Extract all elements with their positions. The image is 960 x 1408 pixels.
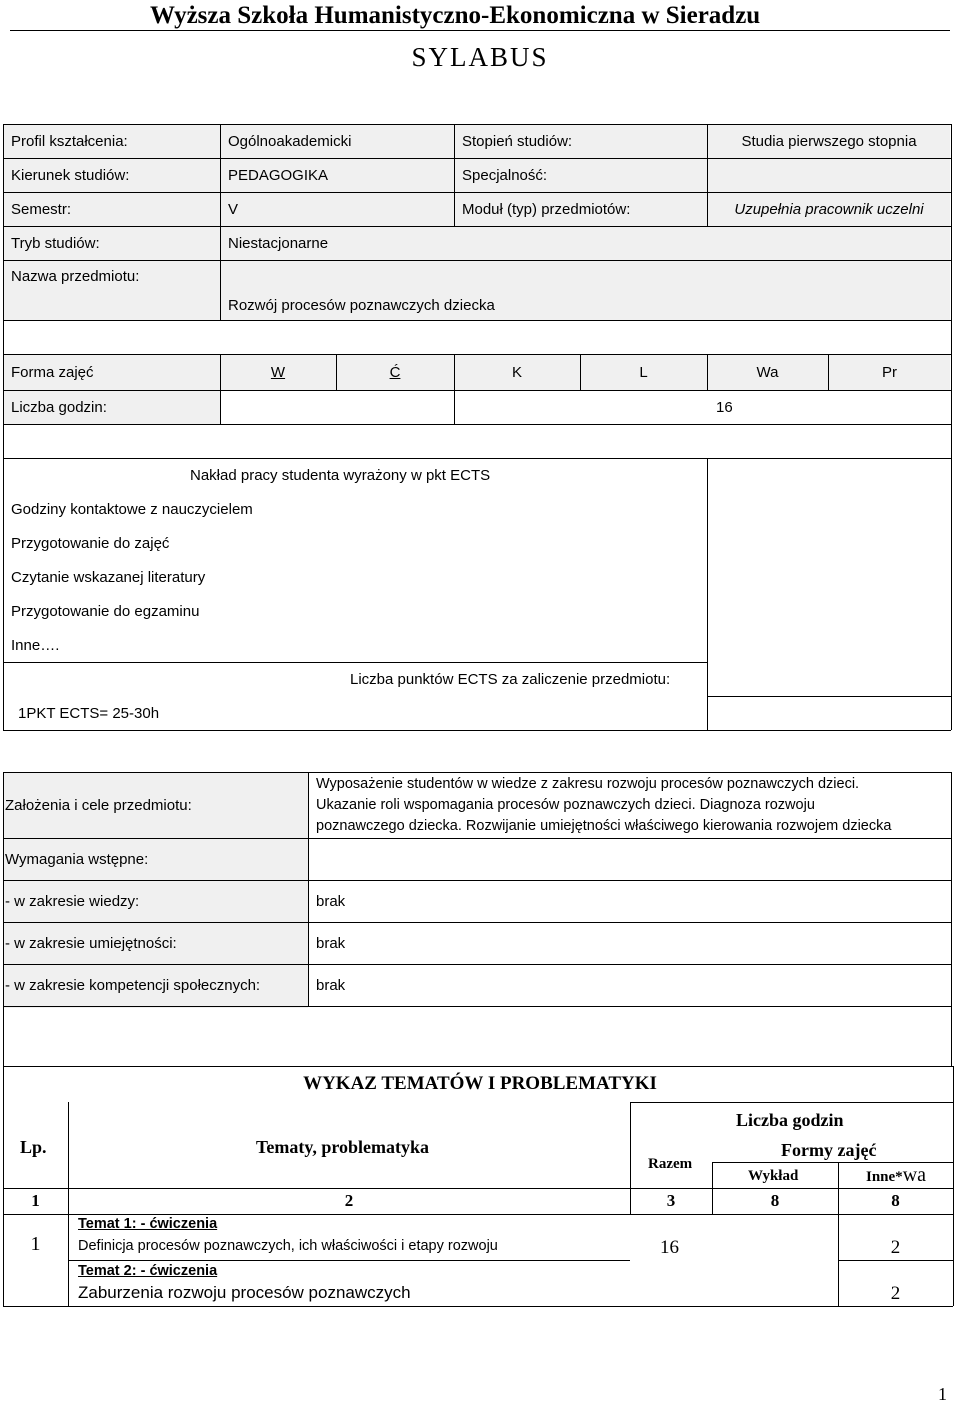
hours-value: 16 — [716, 398, 733, 416]
subject-value: Rozwój procesów poznawczych dziecka — [228, 296, 495, 314]
subject-label: Nazwa przedmiotu: — [11, 267, 140, 285]
hours-label: Liczba godzin: — [11, 398, 107, 416]
form-type-k: K — [511, 363, 522, 381]
req-skills-value: brak — [316, 934, 346, 952]
header-rule — [10, 30, 950, 31]
specialty-value — [707, 158, 951, 192]
semester-label: Semestr: — [11, 200, 72, 218]
specialty-label: Specjalność: — [462, 166, 548, 184]
col-number-2: 2 — [344, 1191, 354, 1210]
col-number-8b: 8 — [891, 1191, 900, 1210]
req-knowledge-value: brak — [316, 892, 346, 910]
topics-title: WYKAZ TEMATÓW I PROBLEMATYKI — [303, 1073, 657, 1094]
goals-label: Założenia i cele przedmiotu: — [5, 796, 192, 814]
document-title: SYLABUS — [411, 42, 549, 72]
col-lp: Lp. — [20, 1137, 47, 1157]
module-value: Uzupełnia pracownik uczelni — [734, 200, 924, 218]
goals-text — [316, 774, 950, 837]
forms-label: Forma zajęć — [11, 363, 94, 381]
topic-2-desc: Zaburzenia rozwoju procesów poznawczych — [78, 1283, 411, 1302]
col-number-3: 3 — [666, 1191, 676, 1210]
page-number: 1 — [938, 1384, 947, 1404]
row-other-hours: 2 — [890, 1237, 901, 1258]
profile-label: Profil kształcenia: — [11, 132, 128, 150]
mode-value: Niestacjonarne — [228, 234, 329, 252]
topic-2-title: Temat 2: - ćwiczenia — [78, 1263, 218, 1279]
req-knowledge-label: - w zakresie wiedzy: — [5, 892, 140, 910]
ects-item-contact-hours: Godziny kontaktowe z nauczycielem — [11, 500, 253, 518]
col-lecture: Wykład — [748, 1168, 799, 1184]
field-label: Kierunek studiów: — [11, 166, 130, 184]
col-forms: Formy zajęć — [781, 1140, 877, 1160]
col-hours: Liczba godzin — [736, 1110, 844, 1130]
goals-line: poznawczego dziecka. Rozwijanie umiejętności właściwego kierowania rozwojem dziecka — [316, 818, 892, 834]
req-social-value: brak — [316, 976, 346, 994]
row-total-hours: 16 — [660, 1237, 679, 1258]
ects-item-other: Inne…. — [11, 636, 60, 654]
col-number-1: 1 — [31, 1191, 40, 1210]
col-other — [866, 1164, 926, 1187]
degree-label: Stopień studiów: — [462, 132, 573, 150]
goals-line: Ukazanie roli wspomagania procesów poznawczych dzieci. Diagnoza rozwoju — [316, 797, 815, 813]
form-type-c: Ć — [389, 363, 401, 381]
form-type-w: W — [270, 363, 286, 381]
field-value: PEDAGOGIKA — [228, 166, 329, 184]
col-total: Razem — [648, 1156, 693, 1172]
mode-label: Tryb studiów: — [11, 234, 100, 252]
ects-item-class-prep: Przygotowanie do zajęć — [11, 534, 170, 552]
ects-note: 1PKT ECTS= 25-30h — [18, 704, 160, 722]
form-type-l: L — [639, 363, 648, 381]
degree-value: Studia pierwszego stopnia — [741, 132, 917, 150]
ects-item-reading: Czytanie wskazanej literatury — [11, 568, 206, 586]
req-skills-label: - w zakresie umiejętności: — [5, 934, 177, 952]
semester-value: V — [228, 200, 239, 218]
profile-value: Ogólnoakademicki — [228, 132, 352, 150]
row-other-hours-2: 2 — [890, 1283, 901, 1304]
ects-item-exam-prep: Przygotowanie do egzaminu — [11, 602, 200, 620]
ects-total-label: Liczba punktów ECTS za zaliczenie przedmiotu: — [350, 670, 671, 688]
col-number-8a: 8 — [770, 1191, 780, 1210]
goals-line: Wyposażenie studentów w wiedze z zakresu rozwoju procesów poznawczych dzieci. — [316, 776, 860, 792]
col-other-text: Inne* — [866, 1169, 903, 1185]
form-type-pr: Pr — [882, 363, 897, 381]
col-other-suffix: wa — [902, 1164, 927, 1186]
topic-1-title: Temat 1: - ćwiczenia — [78, 1216, 218, 1232]
req-social-label: - w zakresie kompetencji społecznych: — [5, 976, 261, 994]
col-topics: Tematy, problematyka — [256, 1137, 430, 1157]
row-lp: 1 — [30, 1232, 41, 1255]
ects-header: Nakład pracy studenta wyrażony w pkt ECTS — [190, 466, 491, 484]
university-name: Wyższa Szkoła Humanistyczno-Ekonomiczna w Sieradzu — [150, 2, 761, 29]
module-label: Moduł (typ) przedmiotów: — [462, 200, 631, 218]
form-type-wa: Wa — [756, 363, 779, 381]
requirements-label: Wymagania wstępne: — [5, 850, 149, 868]
topic-1-desc: Definicja procesów poznawczych, ich właściwości i etapy rozwoju — [78, 1238, 498, 1254]
